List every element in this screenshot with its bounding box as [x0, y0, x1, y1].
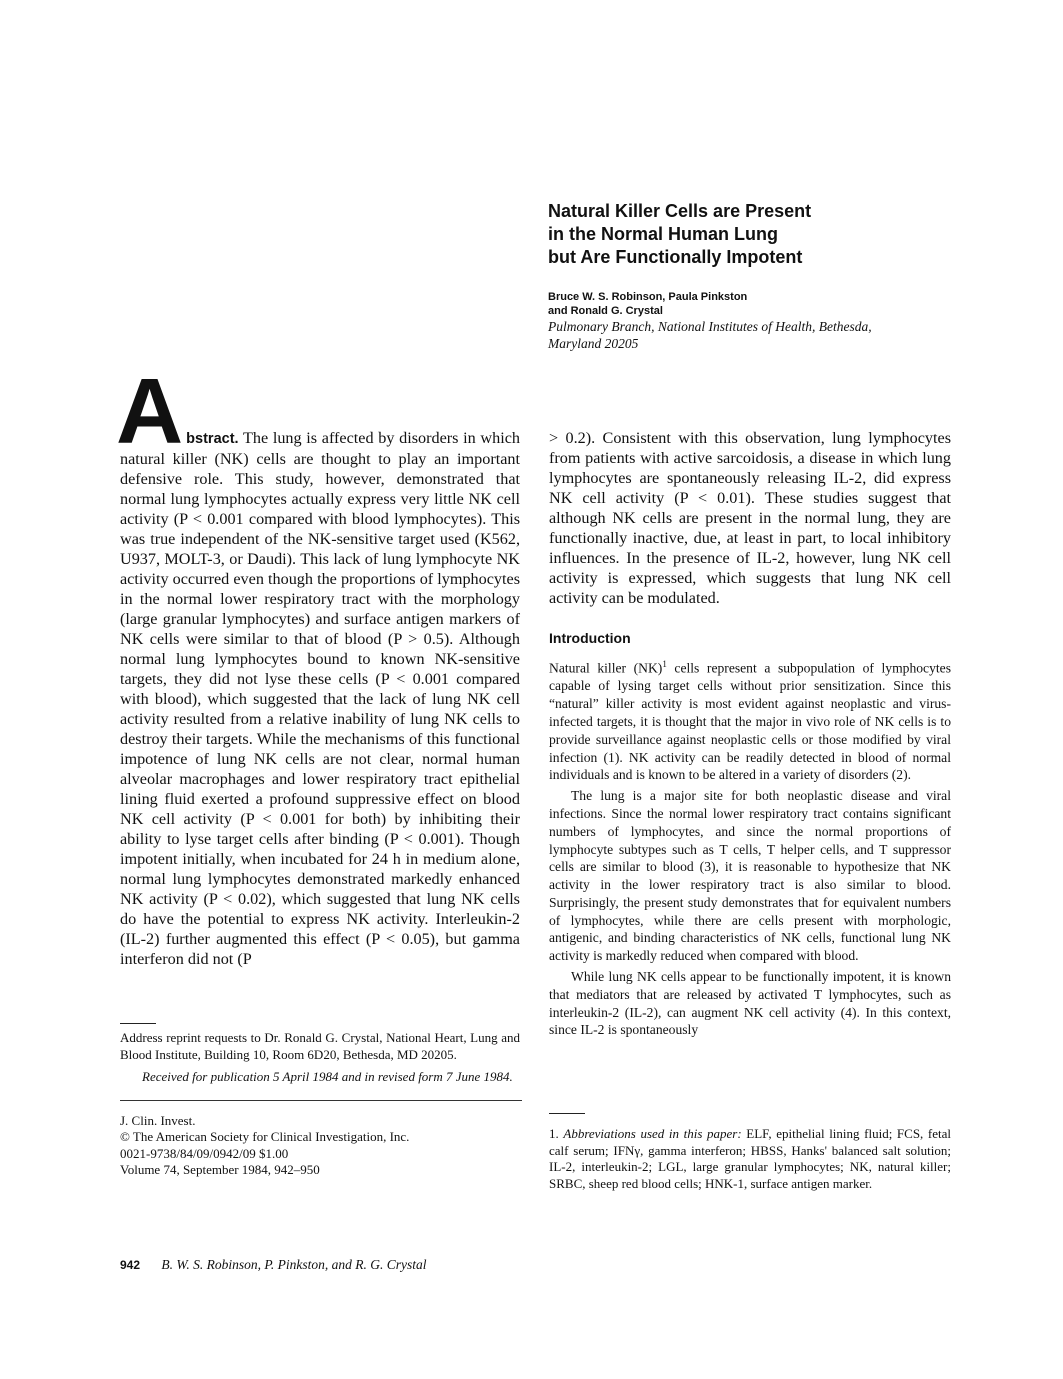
journal-line: J. Clin. Invest.: [120, 1112, 196, 1128]
intro-paragraph-2: The lung is a major site for both neoplastic disease and viral infections. Since the normal lower respiratory tract contains significant numbers of lymphocytes, and since the normal proportions of lymphocyte subtypes such as T cells, T helper cells, and T suppressor cells are similar to blood (3), it is reasonable to hypothesize that NK activity in the lower respiratory tract is also similar to blood. Surprisingly, the present study demonstrates that for equivalent numbers of lymphocytes, while there are cells present with morphologic, antigenic, and binding characteristics of NK cells, functional lung NK activity is markedly reduced when compared with blood.: [549, 788, 951, 964]
footnote-text: ELF, epithelial lining fluid; FCS, fetal calf serum; IFNγ, gamma interferon; HBSS, Hanks' balanced salt solution; IL-2, interleukin-2; LGL, large granular lymphocytes; NK, natural killer; SRBC, sheep red blood cells; HNK-1, surface antigen marker.: [549, 1126, 952, 1191]
journal-divider: [120, 1100, 522, 1101]
footnote-number: 1.: [549, 1126, 564, 1141]
intro-paragraph-3: While lung NK cells appear to be functionally impotent, it is known that mediators that are released by activated T lymphocytes, such as interleukin-2 (IL-2), can augment NK cell activity (4). In this context, since IL-2 is spontaneously: [549, 969, 951, 1038]
introduction-heading: Introduction: [549, 630, 631, 646]
page-footer: [120, 1257, 427, 1273]
reprint-note: Address reprint requests to Dr. Ronald G. Crystal, National Heart, Lung and Blood Institute, Building 10, Room 6D20, Bethesda, MD 20205.: [120, 1030, 520, 1062]
intro-paragraph-1: [549, 656, 951, 784]
title-line: in the Normal Human Lung: [548, 224, 779, 244]
author-line: Bruce W. S. Robinson, Paula Pinkston: [548, 291, 748, 303]
footnote-1: [549, 1126, 951, 1192]
intro-p1-start: Natural killer (NK): [549, 660, 663, 676]
abstract-text: [120, 378, 520, 969]
running-head: B. W. S. Robinson, P. Pinkston, and R. G. Crystal: [161, 1257, 427, 1272]
abstract-body-left: The lung is affected by disorders in which natural killer (NK) cells are thought to play an important defensive role. This study, however, demonstrated that normal lung lymphocytes actually express very little NK cell activity (P < 0.001 compared with blood lymphocytes). This was true independent of the NK-sensitive target used (K562, U937, MOLT-3, or Daudi). This lack of lung lymphocyte NK activity occurred even though the proportions of lymphocytes in the normal lower respiratory tract with the morphology (large granular lymphocytes) and surface antigen markers of NK cells were similar to that of blood (P > 0.5). Although normal lung lymphocytes bound to known NK-sensitive targets, they did not lyse these cells (P < 0.001 compared with blood), which suggested that the lack of lung NK cell activity resulted from a relative inability of lung NK cells to destroy their targets. While the mechanisms of this functional impotence of lung NK cells are not clear, normal human alveolar macrophages and lower respiratory tract epithelial lining fluid exerted a profound suppressive effect on blood NK cell activity (P < 0.001 for both) by inhibiting their ability to lyse target cells after binding (P < 0.001). Though impotent initially, when incubated for 24 h in medium alone, normal lung lymphocytes demonstrated markedly enhanced NK activity (P < 0.02), which suggested that lung NK cells do have the potential to express NK activity. Interleukin-2 (IL-2) further augmented this effect (P < 0.05), but gamma interferon did not (P: [120, 429, 520, 968]
abstract-dropcap: A: [116, 359, 184, 463]
right-column: [549, 428, 951, 1039]
received-note: Received for publication 5 April 1984 and in revised form 7 June 1984.: [142, 1069, 513, 1084]
left-column: [116, 359, 520, 969]
title-line: but Are Functionally Impotent: [548, 247, 803, 267]
affiliation-line: Pulmonary Branch, National Institutes of Health, Bethesda,: [548, 319, 872, 334]
journal-line: 0021-9738/84/09/0942/09 $1.00: [120, 1145, 289, 1161]
authors: [548, 290, 968, 318]
journal-info: [120, 1113, 520, 1179]
article-title: [548, 200, 968, 269]
footnote-marker: 1: [662, 659, 667, 669]
title-line: Natural Killer Cells are Present: [548, 201, 812, 221]
intro-p1-rest: cells represent a subpopulation of lymphocytes capable of lysing target cells without prior sensitization. Since this “natural” killer activity is most evident against neoplastic and virus-infected targets, it is thought that the major in vivo role of NK cells is to provide surveillance against neoplastic cells or those modified by viral infection (1). NK activity can be readily detected in blood of normal individuals and is known to be altered in a variety of disorders (2).: [549, 660, 951, 783]
footnote-label: Abbreviations used in this paper:: [563, 1126, 742, 1141]
author-line: and Ronald G. Crystal: [548, 305, 663, 317]
affiliation-line: Maryland 20205: [548, 336, 639, 351]
abstract-continuation: > 0.2). Consistent with this observation, lung lymphocytes from patients with active sarcoidosis, a disease in which lung lymphocytes are spontaneously releasing IL-2, did express NK cell activity (P < 0.01). These studies suggest that although NK cells are present in the normal lung, they are functionally inactive, due, at least in part, to local inhibitory influences. In the presence of IL-2, however, lung NK cell activity is expressed, which suggests that lung NK cell activity can be modulated.: [549, 429, 951, 607]
footnotes: [549, 1113, 951, 1192]
front-matter-notes: [120, 1023, 520, 1179]
page-number: 942: [120, 1258, 141, 1272]
title-block: [548, 200, 968, 352]
journal-line: © The American Society for Clinical Investigation, Inc.: [120, 1129, 410, 1144]
affiliation: [548, 318, 968, 352]
abstract-label: bstract.: [186, 431, 239, 447]
footnote-divider: [549, 1113, 585, 1114]
note-divider: [120, 1023, 156, 1024]
journal-line: Volume 74, September 1984, 942–950: [120, 1162, 320, 1177]
